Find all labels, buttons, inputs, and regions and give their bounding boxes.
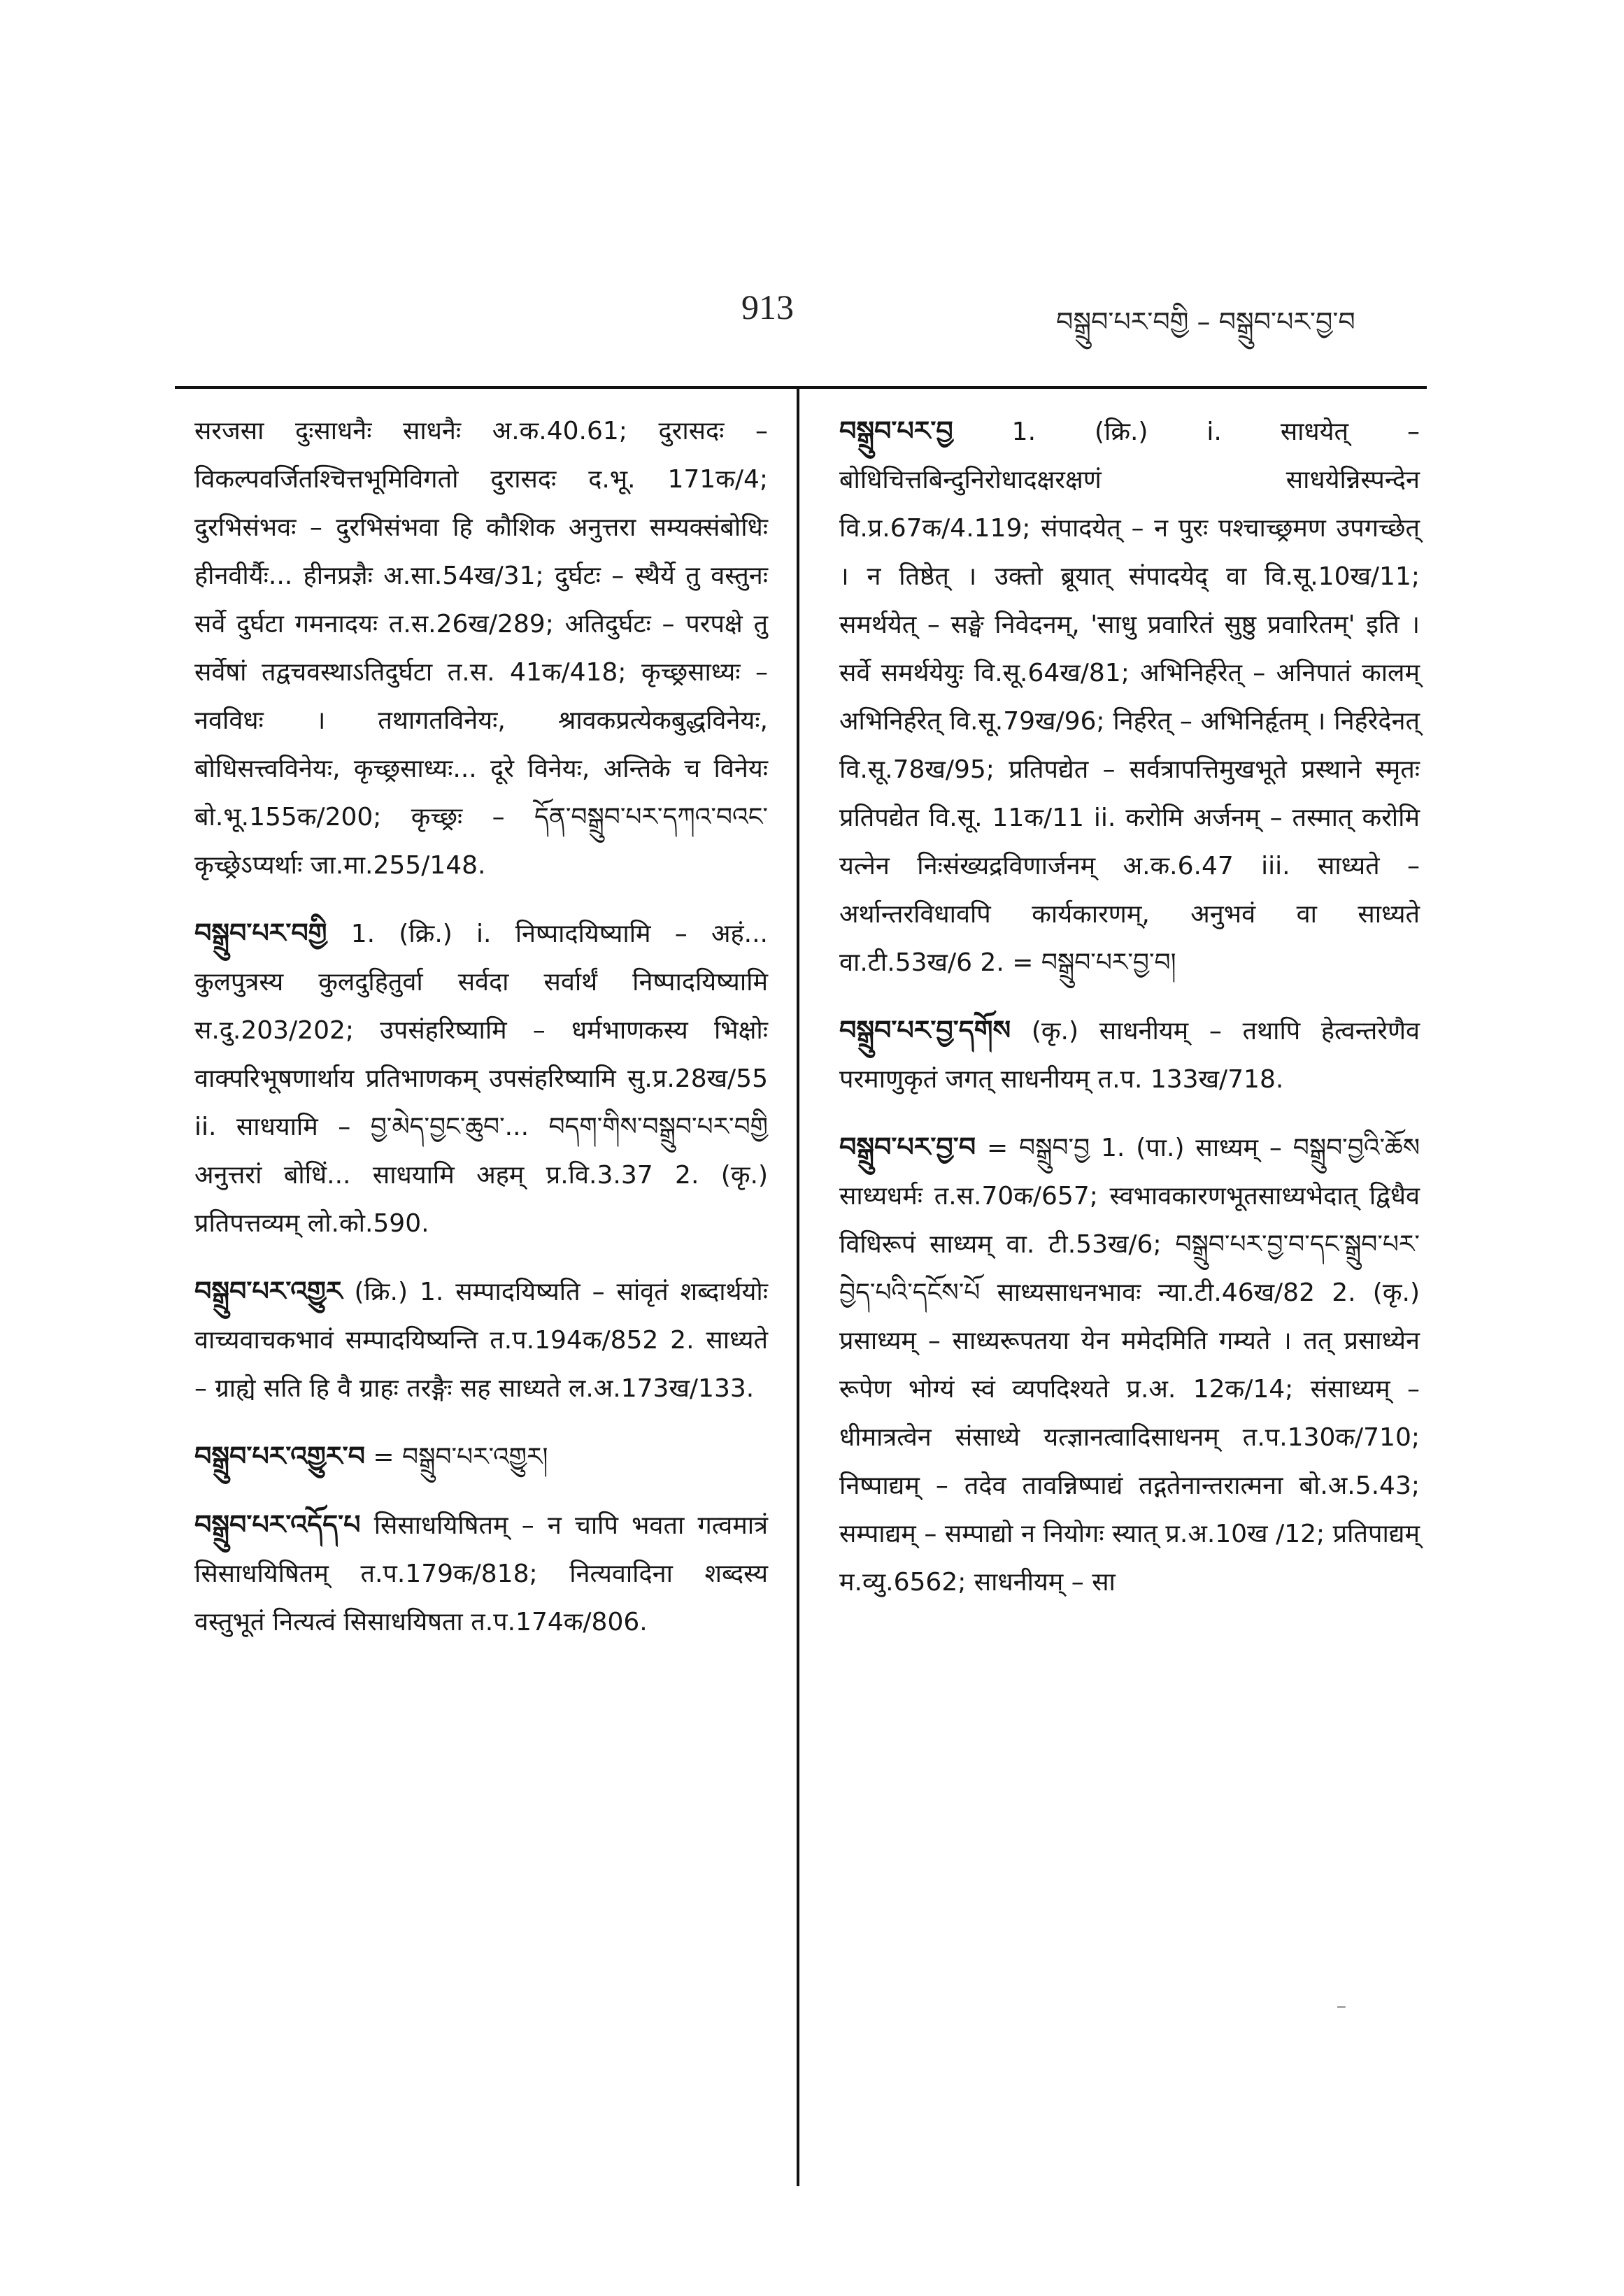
header-rule	[175, 386, 1427, 389]
dictionary-entry	[839, 1123, 1420, 1606]
entry-definition: सिसाधयिषितम् – न चापि भवता गत्वमात्रं सिसाधयिषितम् त.प.179क/818; नित्यवादिना शब्दस्य वस्तुभूतं नित्यत्वं सिसाधयिषता त.प.174क/806.	[194, 1511, 768, 1637]
entry-headword: བསྒྲུབ་པར་བགྱི	[194, 918, 327, 948]
entry-headword: བསྒྲུབ་པར་འགྱུར	[194, 1276, 343, 1306]
dictionary-entry	[194, 1432, 768, 1481]
left-column	[194, 407, 768, 1666]
entry-definition: 1. (क्रि.) i. साधयेत् – बोधिचित्तबिन्दुनिरोधादक्षरक्षणं साधयेन्निस्पन्देन वि.प्र.67क/4.119; संपादयेत् – न पुरः पश्चाच्छ्रमण उपगच्छेत् । न तिष्ठेत् । उक्तो ब्रूयात् संपादयेद् वा वि.सू.10ख/11; समर्थयेत् – सङ्घे निवेदनम्, 'साधु प्रवारितं सुष्ठु प्रवारितम्' इति । सर्वे समर्थयेयुः वि.सू.64ख/81; अभिनिर्हरेत् – अनिपातं कालम् अभिनिर्हरेत् वि.सू.79ख/96; निर्हरेत् – अभिनिर्हृतम् । निर्हरेदेनत् वि.सू.78ख/95; प्रतिपद्येत – सर्वत्रापत्तिमुखभूते प्रस्थाने स्मृतः प्रतिपद्येत वि.सू. 11क/11 ii. करोमि अर्जनम् – तस्मात् करोमि यत्नेन निःसंख्यद्रविणार्जनम् अ.क.6.47 iii. साध्यते – अर्थान्तरविधावपि कार्यकारणम्, अनुभवं वा साध्यते वा.टी.53ख/6 2. = བསྒྲུབ་པར་བྱ་བ།	[839, 418, 1420, 977]
dictionary-entry	[194, 909, 768, 1248]
dictionary-entry	[839, 1006, 1420, 1104]
entry-definition: (क्रि.) 1. सम्पादयिष्यति – सांवृतं शब्दार्थयोः वाच्यवाचकभावं सम्पादयिष्यन्ति त.प.194क/852 2. साध्यते – ग्राह्ये सति हि वै ग्राहः तरङ्गैः सह साध्यते ल.अ.173ख/133.	[194, 1278, 768, 1403]
entry-definition: सरजसा दुःसाधनैः साधनैः अ.क.40.61; दुरासदः – विकल्पवर्जितश्चित्तभूमिविगतो दुरासदः द.भू. 171क/4; दुरभिसंभवः – दुरभिसंभवा हि कौशिक अनुत्तरा सम्यक्संबोधिः हीनवीर्यैः... हीनप्रज्ञैः अ.सा.54ख/31; दुर्घटः – स्थैर्ये तु वस्तुनः सर्वे दुर्घटा गमनादयः त.स.26ख/289; अतिदुर्घटः – परपक्षे तु सर्वेषां तद्वचवस्थाऽतिदुर्घटा त.स. 41क/418; कृच्छ्रसाध्यः – नवविधः । तथागतविनेयः, श्रावकप्रत्येकबुद्धविनेयः, बोधिसत्त्वविनेयः, कृच्छ्रसाध्यः... दूरे विनेयः, अन्तिके च विनेयः बो.भू.155क/200; कृच्छ्रः – དོན་བསྒྲུབ་པར་དཀའ་བའང་ कृच्छ्रेऽप्यर्थाः जा.मा.255/148.	[194, 417, 768, 880]
entry-headword: བསྒྲུབ་པར་བྱ	[839, 415, 953, 446]
dictionary-entry	[194, 1501, 768, 1646]
running-head: བསྒྲུབ་པར་བགྱི – བསྒྲུབ་པར་བྱ་བ	[1056, 306, 1355, 337]
entry-headword: བསྒྲུབ་པར་བྱ་བ	[839, 1132, 976, 1162]
entry-definition: 1. (क्रि.) i. निष्पादयिष्यामि – अहं... कुलपुत्रस्य कुलदुहितुर्वा सर्वदा सर्वार्थं निष्पादयिष्यामि स.दु.203/202; उपसंहरिष्यामि – धर्मभाणकस्य भिक्षोः वाक्परिभूषणार्थाय प्रतिभाणकम् उपसंहरिष्यामि सु.प्र.28ख/55 ii. साधयामि – བྱ་མེད་བྱང་ཆུབ་... བདག་གིས་བསྒྲུབ་པར་བགྱི अनुत्तरां बोधिं... साधयामि अहम् प्र.वि.3.37 2. (कृ.) प्रतिपत्तव्यम् लो.को.590.	[194, 920, 768, 1238]
dictionary-entry	[194, 407, 768, 890]
entry-headword: བསྒྲུབ་པར་བྱ་དགོས	[839, 1015, 1011, 1046]
entry-headword: བསྒྲུབ་པར་འདོད་པ	[194, 1509, 361, 1540]
entry-headword: བསྒྲུབ་པར་འགྱུར་བ	[194, 1441, 365, 1471]
column-divider	[797, 389, 799, 2186]
page-number: 913	[741, 287, 794, 327]
stray-mark: ⁻	[1336, 1999, 1347, 2023]
entry-definition: = བསྒྲུབ་བྱ 1. (पा.) साध्यम् – བསྒྲུབ་བྱའི་ཆོས साध्यधर्मः त.स.70क/657; स्वभावकारणभूतसाध्यभेदात् द्विधैव विधिरूपं साध्यम् वा. टी.53ख/6; བསྒྲུབ་པར་བྱ་བ་དང་སྒྲུབ་པར་བྱེད་པའི་དངོས་པོ साध्यसाधनभावः न्या.टी.46ख/82 2. (कृ.) प्रसाध्यम् – साध्यरूपतया येन ममेदमिति गम्यते । तत् प्रसाध्येन रूपेण भोग्यं स्वं व्यपदिश्यते प्र.अ. 12क/14; संसाध्यम् – धीमात्रत्वेन संसाध्ये यत्ज्ञानत्वादिसाधनम् त.प.130क/710; निष्पाद्यम् – तदेव तावन्निष्पाद्यं तद्गतेनान्तरात्मना बो.अ.5.43; सम्पाद्यम् – सम्पाद्यो न नियोगः स्यात् प्र.अ.10ख /12; प्रतिपाद्यम् म.व्यु.6562; साधनीयम् – सा	[839, 1134, 1420, 1597]
right-column	[839, 407, 1420, 1626]
dictionary-entry	[194, 1267, 768, 1413]
dictionary-entry	[839, 407, 1420, 987]
entry-definition: (कृ.) साधनीयम् – तथापि हेत्वन्तरेणैव परमाणुकृतं जगत् साधनीयम् त.प. 133ख/718.	[839, 1017, 1420, 1094]
entry-definition: = བསྒྲུབ་པར་འགྱུར།	[373, 1443, 548, 1471]
